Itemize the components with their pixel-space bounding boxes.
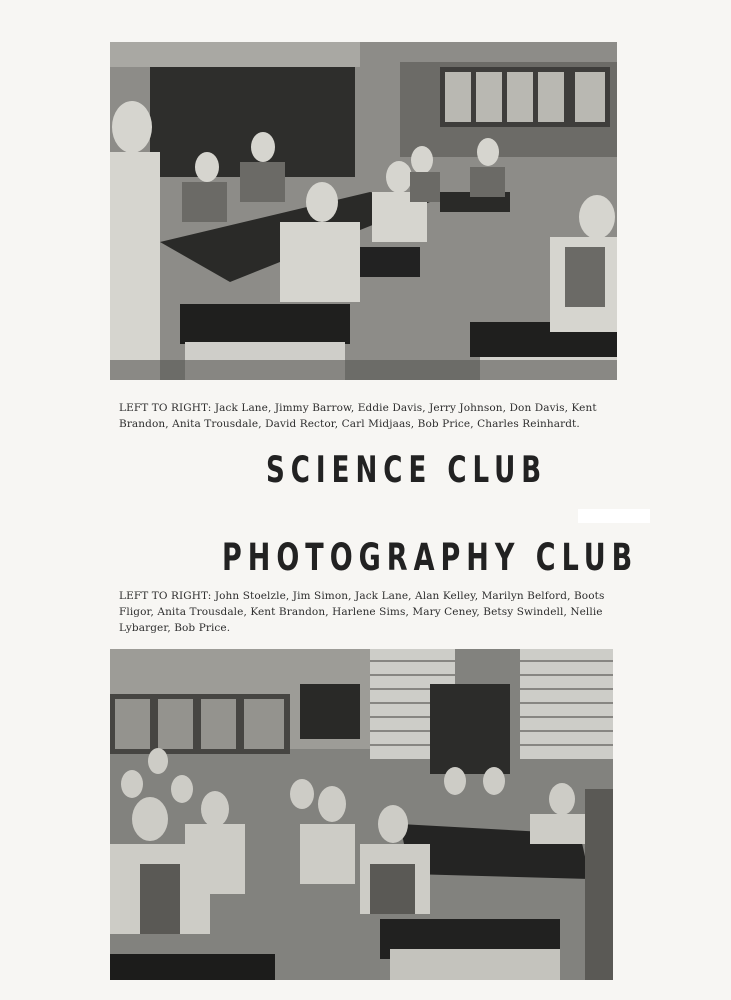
science-club-photo-illustration	[110, 42, 617, 380]
photography-club-photo-illustration	[110, 649, 613, 980]
photography-club-photo	[110, 649, 613, 980]
photography-club-title: PHOTOGRAPHY CLUB	[222, 536, 639, 580]
science-club-title: SCIENCE CLUB	[266, 448, 548, 491]
photography-club-caption: LEFT TO RIGHT: John Stoelzle, Jim Simon, Jack Lane, Alan Kelley, Marilyn Belford, Boots Fligor, Anita Trousdale, Kent Brandon, Harlene Sims, Mary Ceney, Betsy Swindell, Nellie Lybarger, Bob Price.	[119, 590, 605, 634]
paper-scratch-mark	[578, 509, 650, 523]
science-club-photo	[110, 42, 617, 380]
science-club-caption: LEFT TO RIGHT: Jack Lane, Jimmy Barrow, Eddie Davis, Jerry Johnson, Don Davis, Kent Brandon, Anita Trousdale, David Rector, Carl Midjaas, Bob Price, Charles Reinhardt.	[119, 402, 597, 430]
